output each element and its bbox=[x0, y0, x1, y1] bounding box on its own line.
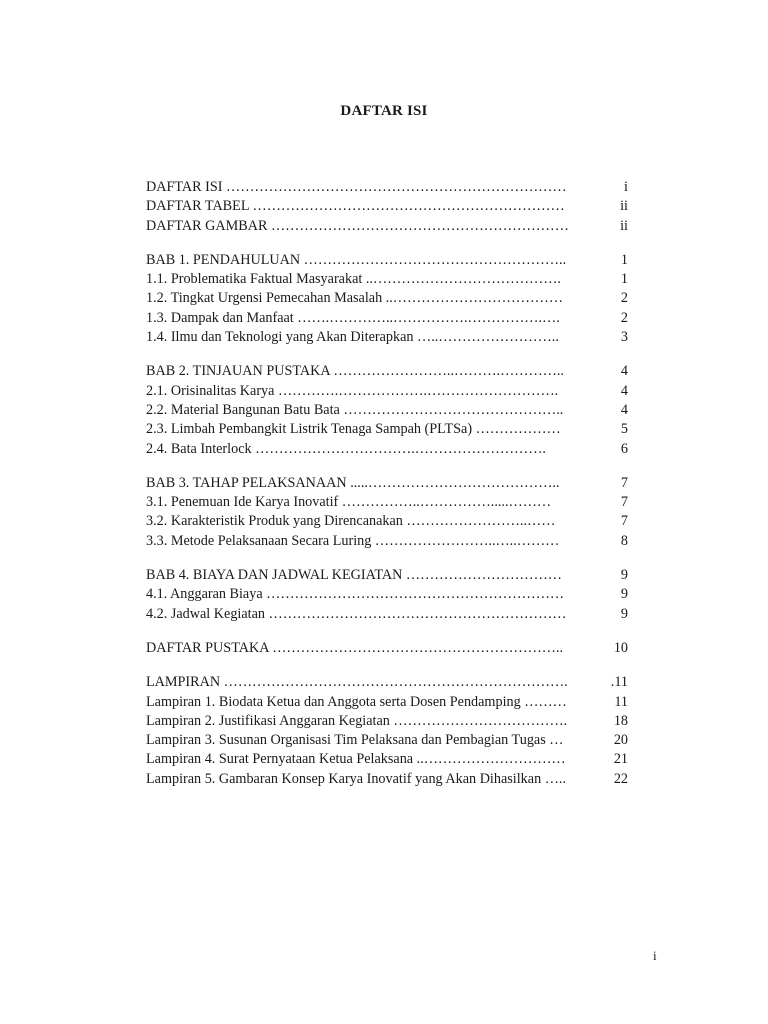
toc-entry-title: 1.3. Dampak dan Manfaat …….…………..…………….…………….…. bbox=[146, 309, 560, 326]
toc-entry bbox=[146, 493, 628, 512]
toc-entry-title: DAFTAR TABEL ………………………………………………………… bbox=[146, 198, 565, 215]
toc-section bbox=[146, 178, 628, 236]
toc-entry-title: 2.3. Limbah Pembangkit Listrik Tenaga Sampah (PLTSa) ……………… bbox=[146, 421, 561, 438]
toc-entry-page: 6 bbox=[620, 440, 628, 457]
toc-entry-page: .11 bbox=[610, 674, 628, 691]
toc-entry-title: 4.2. Jadwal Kegiatan ……………………………………………………… bbox=[146, 605, 567, 622]
toc-entry-page: 9 bbox=[620, 586, 628, 603]
toc-section bbox=[146, 474, 628, 551]
toc-entry bbox=[146, 712, 628, 731]
toc-entry bbox=[146, 382, 628, 401]
toc-entry bbox=[146, 217, 628, 236]
toc-entry-page: 1 bbox=[620, 271, 628, 288]
toc-entry-title: DAFTAR ISI ……………………………………………………………… bbox=[146, 179, 567, 195]
toc-entry-page: 5 bbox=[620, 421, 628, 438]
toc-entry bbox=[146, 309, 628, 328]
toc-entry bbox=[146, 289, 628, 308]
toc-entry bbox=[146, 566, 628, 585]
toc-entry-title: Lampiran 3. Susunan Organisasi Tim Pelaksana dan Pembagian Tugas … bbox=[146, 732, 564, 749]
toc-entry-page: 2 bbox=[620, 290, 628, 307]
toc-entry-title: 2.1. Orisinalitas Karya ………….……………….………………………. bbox=[146, 382, 559, 399]
toc-entry-title: 3.3. Metode Pelaksanaan Secara Luring ……………………..…..……… bbox=[146, 532, 560, 549]
toc-entry-page: 8 bbox=[620, 532, 628, 549]
toc-entry-page: 20 bbox=[613, 732, 628, 749]
toc-entry bbox=[146, 328, 628, 347]
toc-entry-title: Lampiran 4. Surat Pernyataan Ketua Pelaksana ..………………………… bbox=[146, 751, 566, 768]
toc-entry-title: LAMPIRAN ………………………………………………………………. bbox=[146, 674, 568, 691]
toc-entry-page: 1 bbox=[620, 251, 628, 268]
toc-entry bbox=[146, 639, 628, 658]
toc-entry bbox=[146, 532, 628, 551]
toc-entry-title: BAB 2. TINJAUAN PUSTAKA ……………………..……….………….. bbox=[146, 363, 564, 380]
page-title: DAFTAR ISI bbox=[340, 103, 428, 119]
toc-entry bbox=[146, 178, 628, 197]
toc-entry-title: BAB 3. TAHAP PELAKSANAAN .....………………………………….. bbox=[146, 474, 560, 491]
toc-entry-title: 1.4. Ilmu dan Teknologi yang Akan Diterapkan …..…………………….. bbox=[146, 329, 559, 346]
toc-entry bbox=[146, 770, 628, 789]
toc-entry bbox=[146, 474, 628, 493]
table-of-contents bbox=[146, 178, 628, 789]
toc-entry-page: i bbox=[624, 179, 628, 195]
toc-entry-title: 4.1. Anggaran Biaya ……………………………………………………… bbox=[146, 586, 565, 603]
toc-entry-page: 7 bbox=[620, 494, 628, 511]
toc-entry-page: 18 bbox=[613, 712, 628, 729]
toc-entry-title: 2.2. Material Bangunan Batu Bata ……………………………………….. bbox=[146, 401, 564, 418]
toc-entry bbox=[146, 362, 628, 381]
toc-entry-page: 4 bbox=[620, 401, 628, 418]
toc-entry-title: Lampiran 1. Biodata Ketua dan Anggota serta Dosen Pendamping ……… bbox=[146, 693, 567, 710]
toc-entry-title: Lampiran 5. Gambaran Konsep Karya Inovatif yang Akan Dihasilkan ….. bbox=[146, 770, 566, 787]
toc-entry-title: BAB 4. BIAYA DAN JADWAL KEGIATAN …………………………… bbox=[146, 567, 562, 584]
toc-section bbox=[146, 251, 628, 347]
toc-entry bbox=[146, 197, 628, 216]
toc-entry bbox=[146, 750, 628, 769]
toc-entry-page: 10 bbox=[613, 639, 628, 656]
toc-section bbox=[146, 566, 628, 624]
toc-entry-page: 22 bbox=[613, 770, 628, 787]
toc-entry-page: 4 bbox=[620, 363, 628, 380]
toc-entry bbox=[146, 585, 628, 604]
toc-entry bbox=[146, 673, 628, 692]
toc-entry-title: Lampiran 2. Justifikasi Anggaran Kegiatan ………………………………. bbox=[146, 712, 568, 729]
toc-entry-page: 21 bbox=[613, 751, 628, 768]
toc-entry-page: 3 bbox=[620, 329, 628, 346]
toc-entry bbox=[146, 420, 628, 439]
toc-entry bbox=[146, 270, 628, 289]
toc-entry-title: DAFTAR GAMBAR ……………………………………………………… bbox=[146, 217, 569, 234]
toc-entry-title: 2.4. Bata Interlock …………………………….………………………. bbox=[146, 440, 546, 457]
toc-section bbox=[146, 639, 628, 658]
toc-entry-page: ii bbox=[620, 198, 628, 215]
toc-entry-page: 4 bbox=[620, 382, 628, 399]
toc-entry bbox=[146, 401, 628, 420]
toc-entry-page: 11 bbox=[614, 693, 628, 710]
toc-entry-page: 9 bbox=[620, 567, 628, 584]
toc-entry-title: DAFTAR PUSTAKA …………………………………………………….. bbox=[146, 639, 564, 656]
toc-section bbox=[146, 673, 628, 789]
toc-entry bbox=[146, 440, 628, 459]
toc-entry-title: 3.1. Penemuan Ide Karya Inovatif ……………..…………….....……… bbox=[146, 494, 552, 511]
toc-entry bbox=[146, 693, 628, 712]
toc-entry-page: 7 bbox=[620, 474, 628, 491]
page-number: i bbox=[653, 948, 657, 963]
toc-section bbox=[146, 362, 628, 458]
toc-entry-title: 1.2. Tingkat Urgensi Pemecahan Masalah ..……………………………… bbox=[146, 290, 564, 307]
toc-entry bbox=[146, 731, 628, 750]
toc-entry-page: ii bbox=[620, 217, 628, 234]
toc-entry bbox=[146, 512, 628, 531]
toc-entry bbox=[146, 605, 628, 624]
toc-entry bbox=[146, 251, 628, 270]
toc-entry-page: 9 bbox=[620, 605, 628, 622]
toc-entry-title: 3.2. Karakteristik Produk yang Direncanakan ……………………..…… bbox=[146, 513, 556, 530]
toc-entry-page: 2 bbox=[620, 309, 628, 326]
toc-entry-title: BAB 1. PENDAHULUAN ……………………………………………….. bbox=[146, 251, 567, 268]
toc-entry-page: 7 bbox=[620, 513, 628, 530]
toc-entry-title: 1.1. Problematika Faktual Masyarakat ..…………………………………. bbox=[146, 271, 561, 288]
